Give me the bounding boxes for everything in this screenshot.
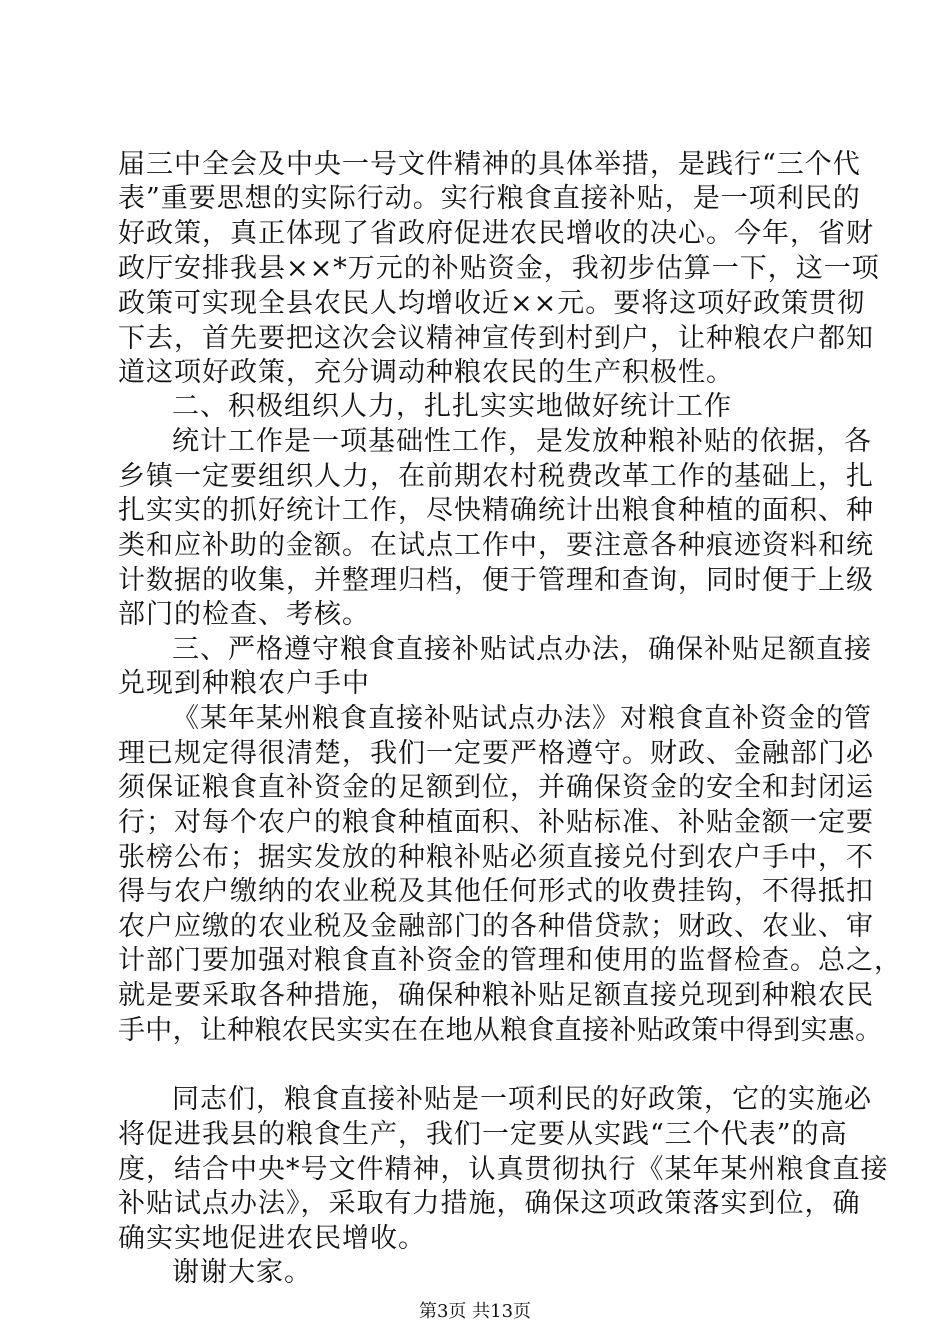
- body-text-line: 道这项好政策，充分调动种粮农民的生产积极性。: [118, 357, 734, 388]
- section-heading: 三、严格遵守粮食直接补贴试点办法，确保补贴足额直接: [172, 634, 872, 665]
- body-text-line: 《某年某州粮食直接补贴试点办法》对粮食直补资金的管: [172, 703, 872, 734]
- body-text-line: 张榜公布；据实发放的种粮补贴必须直接兑付到农户手中，不: [118, 842, 874, 873]
- body-text-line: 行；对每个农户的粮食种植面积、补贴标准、补贴金额一定要: [118, 807, 874, 838]
- body-text-line: 扎实实的抓好统计工作，尽快精确统计出粮食种植的面积、种: [118, 495, 874, 526]
- body-text-line: 理已规定得很清楚，我们一定要严格遵守。财政、金融部门必: [118, 738, 874, 769]
- body-text-line: 统计工作是一项基础性工作，是发放种粮补贴的依据，各: [172, 426, 872, 457]
- body-text-line: 将促进我县的粮食生产，我们一定要从实践“三个代表”的高: [118, 1119, 848, 1150]
- body-text-line: 计数据的收集，并整理归档，便于管理和查询，同时便于上级: [118, 565, 874, 596]
- closing-line: 谢谢大家。: [172, 1257, 312, 1288]
- body-text-line: 下去，首先要把这次会议精神宣传到村到户，让种粮农户都知: [118, 323, 874, 354]
- body-text-line: 得与农户缴纳的农业税及其他任何形式的收费挂钩，不得抵扣: [118, 876, 874, 907]
- body-text-line: 政策可实现全县农民人均增收近××元。要将这项好政策贯彻: [118, 288, 866, 319]
- body-text-line: 政厅安排我县××*万元的补贴资金，我初步估算一下，这一项: [118, 253, 880, 284]
- body-text-line: 补贴试点办法》，采取有力措施，确保这项政策落实到位，确: [118, 1188, 861, 1219]
- body-text-line: 手中，让种粮农民实实在在地从粮食直接补贴政策中得到实惠。: [118, 1015, 883, 1046]
- body-text-line: 部门的检查、考核。: [118, 599, 370, 630]
- body-text-line: 乡镇一定要组织人力，在前期农村税费改革工作的基础上，扎: [118, 461, 874, 492]
- section-heading-continued: 兑现到种粮农户手中: [118, 668, 370, 699]
- body-text-line: 好政策，真正体现了省政府促进农民增收的决心。今年，省财: [118, 218, 874, 249]
- body-text-line: 同志们，粮食直接补贴是一项利民的好政策，它的实施必: [172, 1084, 872, 1115]
- body-text-line: 确实实地促进农民增收。: [118, 1223, 426, 1254]
- body-text-line: 度，结合中央*号文件精神，认真贯彻执行《某年某州粮食直接: [118, 1154, 889, 1185]
- body-text-line: 届三中全会及中央一号文件精神的具体举措，是践行“三个代: [118, 149, 861, 180]
- body-text-line: 就是要采取各种措施，确保种粮补贴足额直接兑现到种粮农民: [118, 980, 874, 1011]
- body-text-line: 类和应补助的金额。在试点工作中，要注意各种痕迹资料和统: [118, 530, 874, 561]
- body-text-line: 表”重要思想的实际行动。实行粮食直接补贴，是一项利民的: [118, 183, 861, 214]
- page-number-footer: 第3页 共13页: [418, 1301, 532, 1322]
- body-text-line: 计部门要加强对粮食直补资金的管理和使用的监督检查。总之，: [118, 945, 902, 976]
- body-text-line: 须保证粮食直补资金的足额到位，并确保资金的安全和封闭运: [118, 772, 874, 803]
- section-heading: 二、积极组织人力，扎扎实实地做好统计工作: [172, 391, 732, 422]
- body-text-line: 农户应缴的农业税及金融部门的各种借贷款；财政、农业、审: [118, 911, 874, 942]
